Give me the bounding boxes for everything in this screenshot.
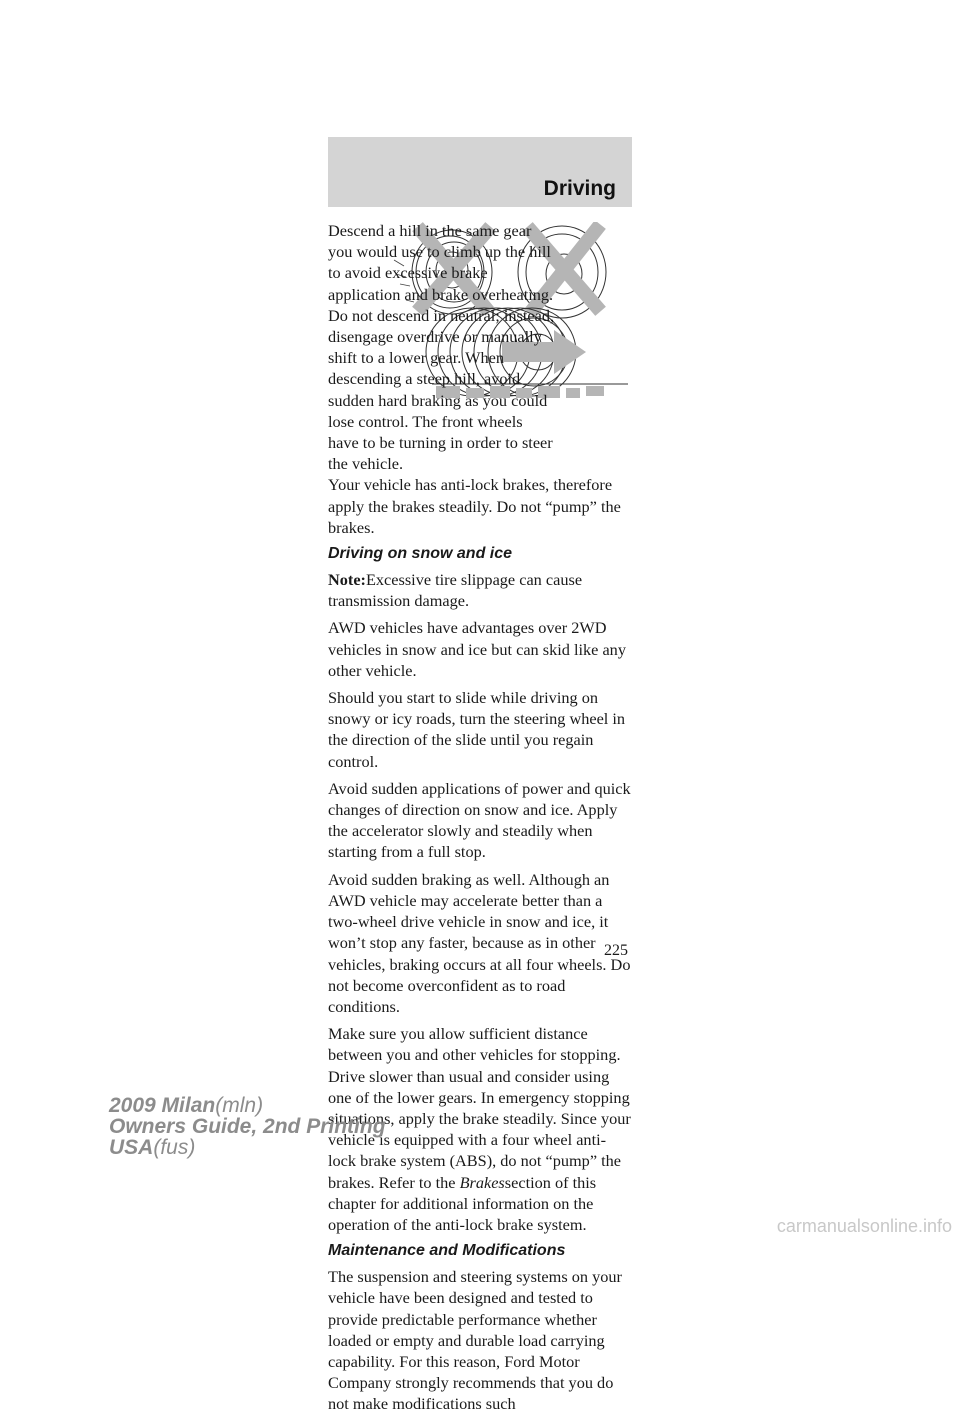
transmission-note (328, 569, 634, 611)
power-application-paragraph: Avoid sudden applications of power and quick changes of direction on snow and ice. Apply the accelerator slowly and steadily when starting from a full stop. (328, 778, 631, 862)
stopping-text-end: section of this chapter for additional information on the operation of the anti-lock brake system. (328, 1172, 597, 1234)
footer-model: 2009 Milan (109, 1094, 216, 1117)
note-text: Excessive tire slippage can cause transmission damage. (328, 570, 583, 611)
anti-lock-brakes-paragraph: Your vehicle has anti-lock brakes, therefore apply the brakes steadily. Do not “pump” the brakes. (328, 475, 621, 537)
document-footer (109, 1095, 386, 1158)
page-body (328, 220, 634, 1421)
brakes-reference: Brakes (459, 1172, 505, 1192)
watermark: carmanualsonline.info (776, 1216, 952, 1236)
snow-ice-heading: Driving on snow and ice (328, 545, 513, 563)
footer-guide: Owners Guide, 2nd Printing (109, 1115, 386, 1138)
section-header-band (328, 137, 632, 207)
stopping-text-start: Make sure you allow sufficient distance between you and other vehicles for stopping. Drive slower than usual and consider using one of the lower gears. In emergency stopping situations, apply the brake steadily. Since your vehicle is equipped with a four wheel anti-lock brake system (ABS), do not “pump” the brakes. Refer to the (328, 1024, 631, 1192)
footer-model-code: (mln) (215, 1094, 264, 1117)
footer-region: USA (109, 1136, 154, 1159)
section-title: Driving (543, 177, 616, 200)
hill-descent-paragraph: Descend a hill in the same gear you would use to climb up the hill to avoid excessive brake application and brake overheating. Do not descend in neutral; instead, disengage overdrive or manually shift to a lower gear. When descending a steep hill, avoid sudden hard braking as you could lose control. The front wheels have to be turning in order to steer the vehicle. (328, 221, 555, 474)
page-number: 225 (604, 942, 628, 959)
suspension-paragraph: The suspension and steering systems on your vehicle have been designed and tested to provide predictable performance whether loaded or empty and durable load carrying capability. For this reason, Ford Motor Company strongly recommends that you do not make modifications such (328, 1267, 622, 1414)
footer-region-code: (fus) (153, 1136, 196, 1159)
maintenance-heading: Maintenance and Modifications (328, 1242, 566, 1260)
sudden-braking-paragraph: Avoid sudden braking as well. Although an AWD vehicle may accelerate better than a two-wheel drive vehicle in snow and ice, it won’t stop any faster, because as in other vehicles, braking occurs at all four wheels. Do not become overconfident as to road conditions. (328, 869, 631, 1016)
note-label: Note: (328, 570, 366, 590)
slide-paragraph: Should you start to slide while driving on snowy or icy roads, turn the steering wheel in the direction of the slide until you regain control. (328, 688, 626, 771)
awd-paragraph: AWD vehicles have advantages over 2WD vehicles in snow and ice but can skid like any other vehicle. (328, 618, 626, 680)
